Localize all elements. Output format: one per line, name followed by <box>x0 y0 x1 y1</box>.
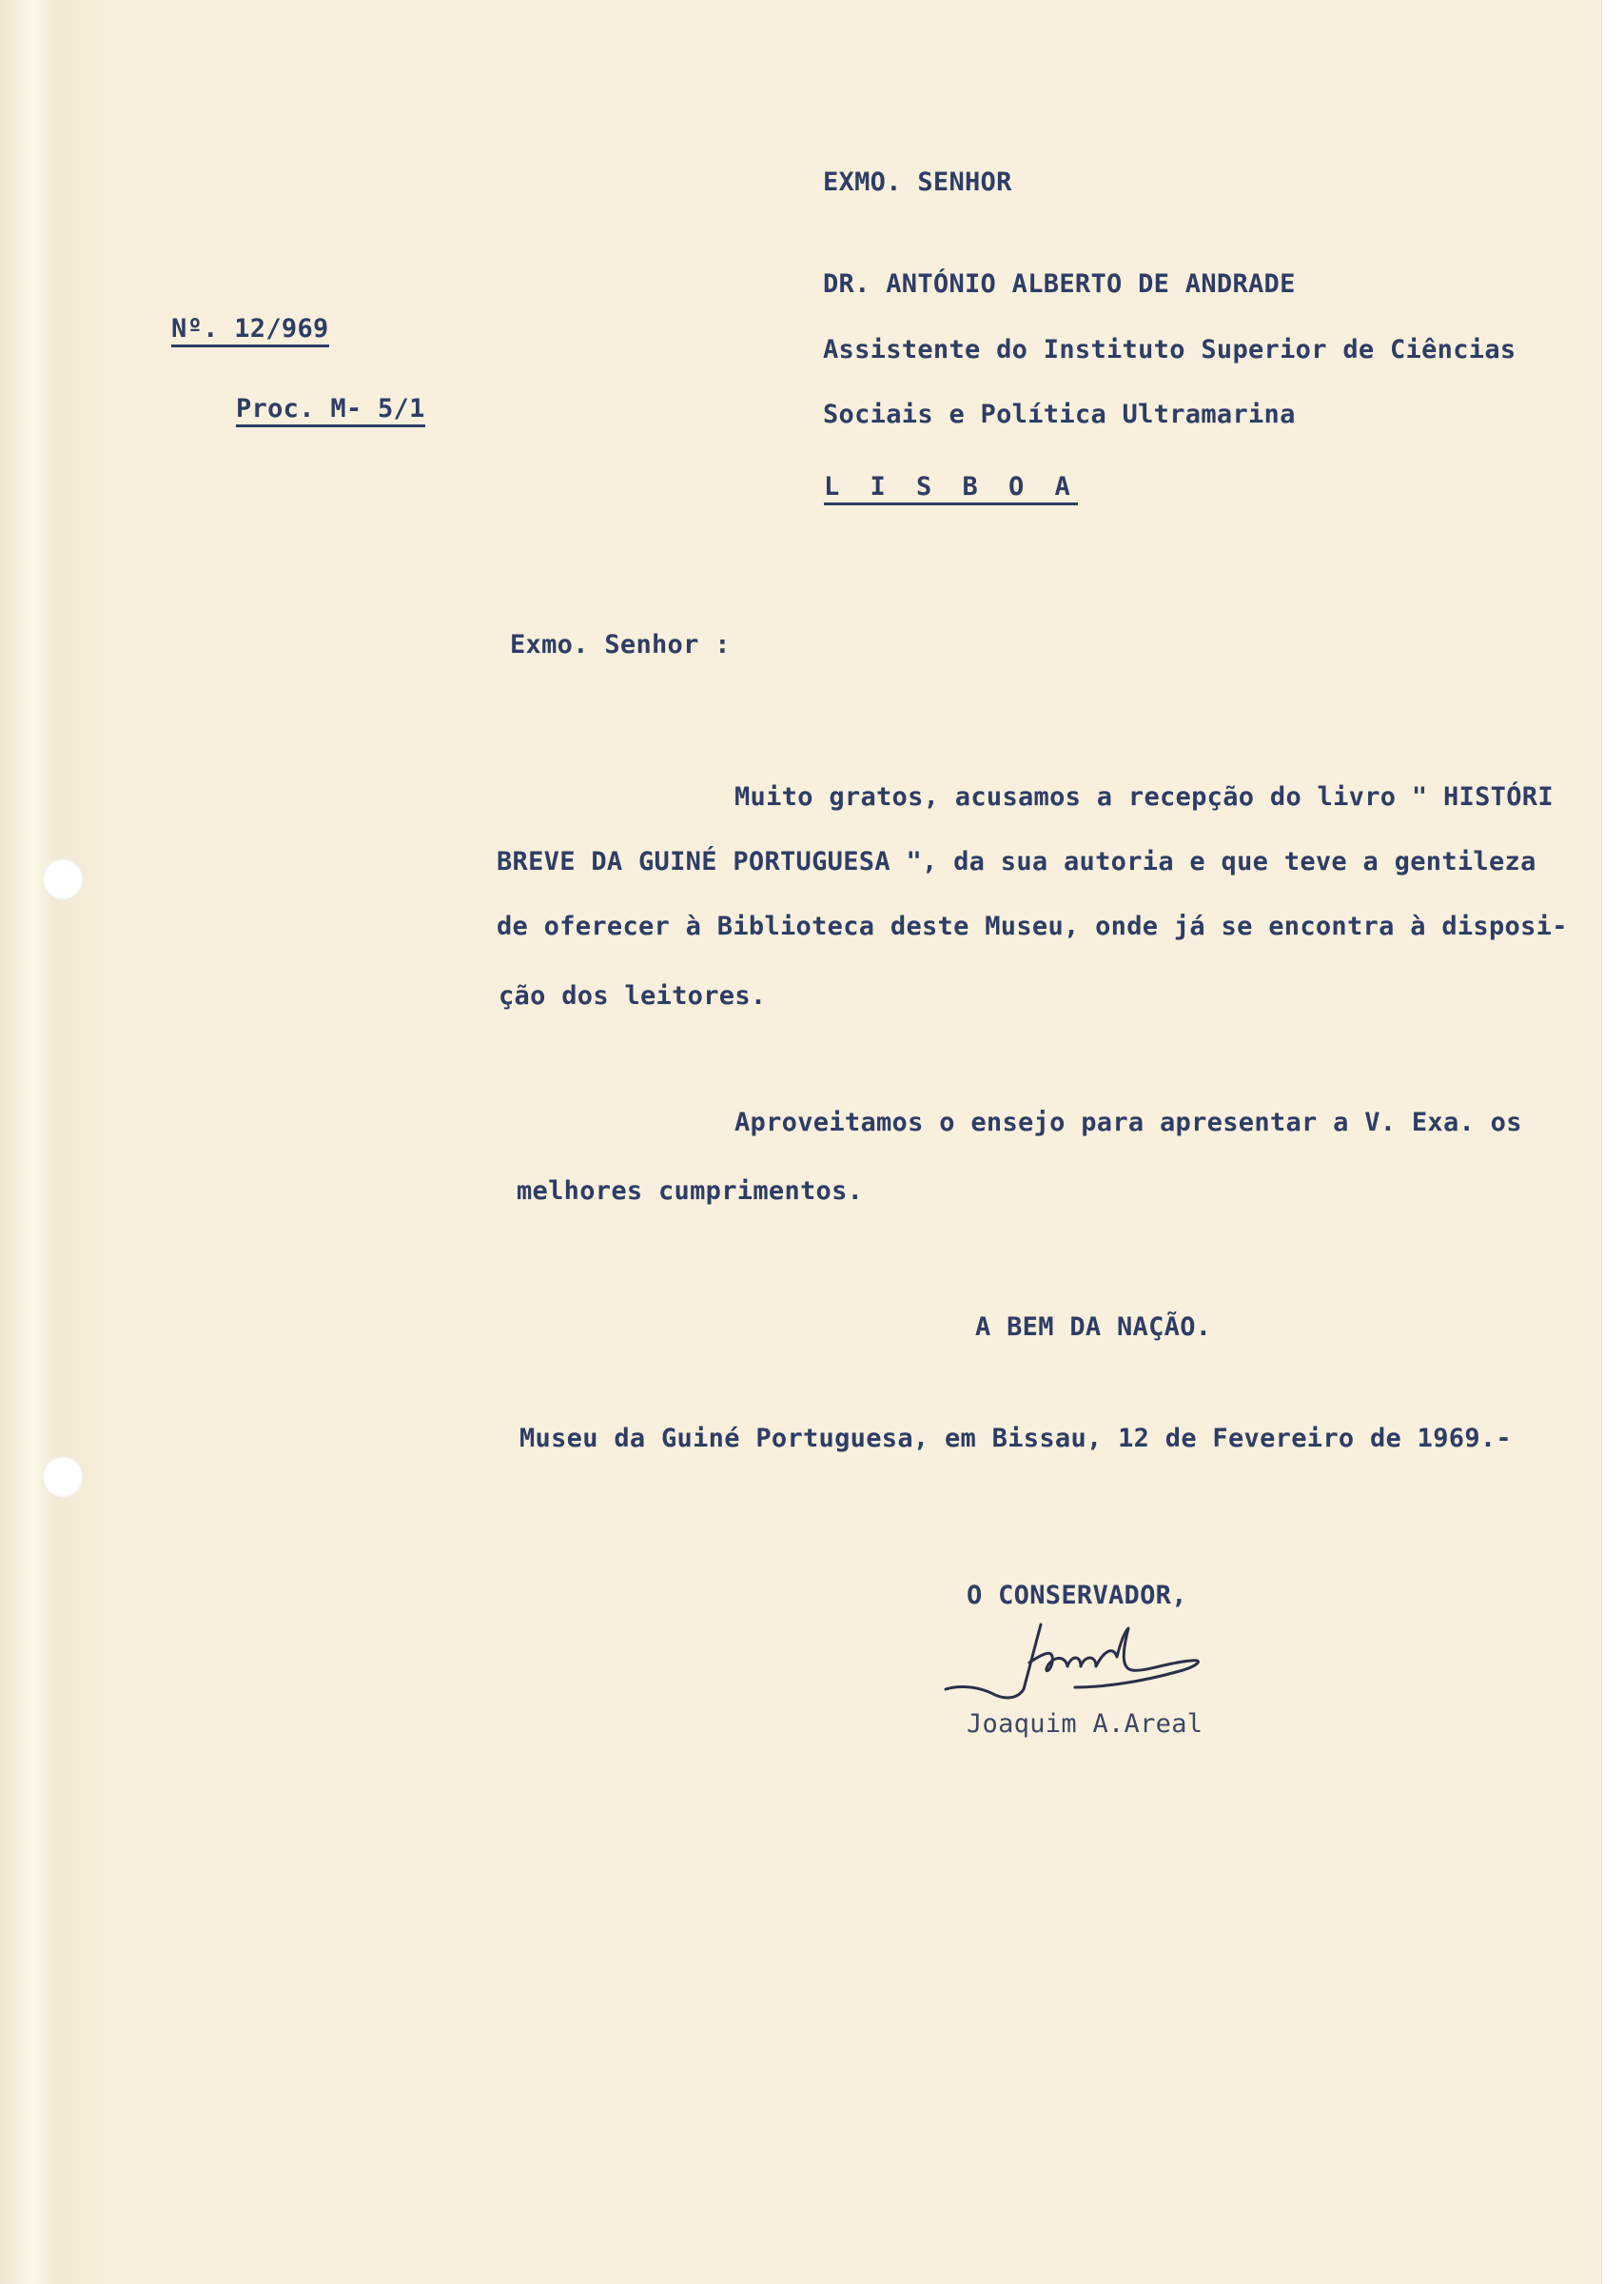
paragraph-1-line-2: BREVE DA GUINÉ PORTUGUESA ", da sua autoria e que teve a gentileza <box>497 847 1536 876</box>
closing-motto: A BEM DA NAÇÃO. <box>975 1312 1212 1342</box>
salutation-top: EXMO. SENHOR <box>823 167 1012 197</box>
signatory-name: Joaquim A.Areal <box>967 1709 1203 1739</box>
handwritten-signature <box>942 1613 1237 1708</box>
recipient-name: DR. ANTÓNIO ALBERTO DE ANDRADE <box>823 269 1296 299</box>
place-and-date: Museu da Guiné Portuguesa, em Bissau, 12 de Fevereiro de 1969.- <box>519 1424 1512 1453</box>
recipient-role-line-1: Assistente do Instituto Superior de Ciências <box>823 335 1516 364</box>
paragraph-1-line-3: de oferecer à Biblioteca deste Museu, onde já se encontra à disposi- <box>497 912 1568 941</box>
recipient-role-line-2: Sociais e Política Ultramarina <box>823 400 1296 429</box>
paper-fold-shadow <box>0 0 124 2284</box>
punch-hole <box>42 858 84 900</box>
recipient-city: L I S B O A <box>824 472 1078 505</box>
reference-number: Nº. 12/969 <box>171 314 329 347</box>
paragraph-2-line-2: melhores cumprimentos. <box>517 1176 864 1206</box>
process-reference: Proc. M- 5/1 <box>236 394 425 427</box>
greeting: Exmo. Senhor : <box>510 630 731 660</box>
paragraph-1-line-1: Muito gratos, acusamos a recepção do livro " HISTÓRI <box>734 782 1554 812</box>
paragraph-1-line-4: ção dos leitores. <box>499 981 767 1011</box>
punch-hole <box>42 1456 84 1498</box>
signatory-title: O CONSERVADOR, <box>967 1581 1187 1610</box>
paragraph-2-line-1: Aproveitamos o ensejo para apresentar a V. Exa. os <box>734 1108 1522 1137</box>
